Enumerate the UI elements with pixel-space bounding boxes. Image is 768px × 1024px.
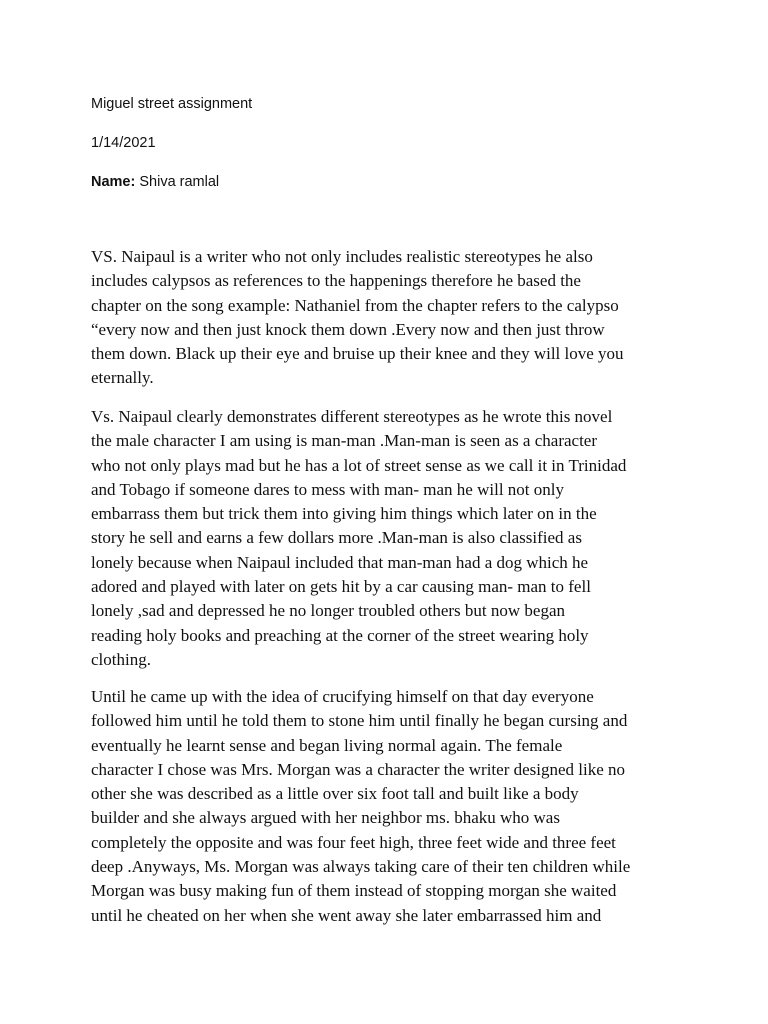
paragraph-line: lonely ,sad and depressed he no longer troubled others but now began (91, 601, 565, 621)
paragraph-line: completely the opposite and was four feet high, three feet wide and three feet (91, 832, 616, 852)
paragraph-line: and Tobago if someone dares to mess with man- man he will not only (91, 479, 564, 499)
paragraph-line: Vs. Naipaul clearly demonstrates different stereotypes as he wrote this novel (91, 407, 613, 426)
paragraph-line: the male character I am using is man-man .Man-man is seen as a character (91, 431, 597, 451)
paragraph-line: clothing. (91, 649, 151, 669)
document-title: Miguel street assignment (91, 96, 253, 112)
paragraph-line: eternally. (91, 368, 154, 388)
paragraph-line: embarrass them but trick them into giving him things which later on in the (91, 504, 597, 524)
paragraph-line: builder and she always argued with her neighbor ms. bhaku who was (91, 808, 560, 828)
paragraph-line: VS. Naipaul is a writer who not only includes realistic stereotypes he also (91, 247, 593, 266)
paragraph-line: adored and played with later on gets hit by a car causing man- man to fell (91, 577, 591, 597)
paragraph-line: Until he came up with the idea of crucifying himself on that day everyone (91, 687, 594, 706)
paragraph-2 (91, 405, 691, 672)
paragraph-line: reading holy books and preaching at the corner of the street wearing holy (91, 625, 589, 645)
paragraph-line: who not only plays mad but he has a lot of street sense as we call it in Trinidad (91, 455, 627, 475)
paragraph-line: Morgan was busy making fun of them instead of stopping morgan she waited (91, 881, 617, 901)
paragraph-line: lonely because when Naipaul included that man-man had a dog which he (91, 552, 589, 572)
paragraph-1 (91, 245, 691, 391)
paragraph-line: deep .Anyways, Ms. Morgan was always taking care of their ten children while (91, 857, 631, 877)
author-name: Shiva ramlal (135, 174, 220, 190)
paragraph-line: them down. Black up their eye and bruise up their knee and they will love you (91, 344, 624, 364)
paragraph-line: “every now and then just knock them down .Every now and then just throw (91, 319, 605, 339)
name-label: Name: (91, 174, 136, 190)
paragraph-line: includes calypsos as references to the happenings therefore he based the (91, 271, 581, 291)
paragraph-line: chapter on the song example: Nathaniel from the chapter refers to the calypso (91, 295, 619, 315)
paragraph-line: eventually he learnt sense and began living normal again. The female (91, 735, 563, 755)
paragraph-line: followed him until he told them to stone him until finally he began cursing and (91, 711, 628, 731)
paragraph-3 (91, 685, 691, 928)
paragraph-line: story he sell and earns a few dollars more .Man-man is also classified as (91, 528, 582, 548)
paragraph-line: until he cheated on her when she went away she later embarrassed him and (91, 905, 602, 925)
paragraph-line: other she was described as a little over six foot tall and built like a body (91, 784, 579, 804)
paragraph-line: character I chose was Mrs. Morgan was a character the writer designed like no (91, 759, 626, 779)
author-name-line (91, 174, 219, 190)
document-date: 1/14/2021 (91, 135, 156, 151)
